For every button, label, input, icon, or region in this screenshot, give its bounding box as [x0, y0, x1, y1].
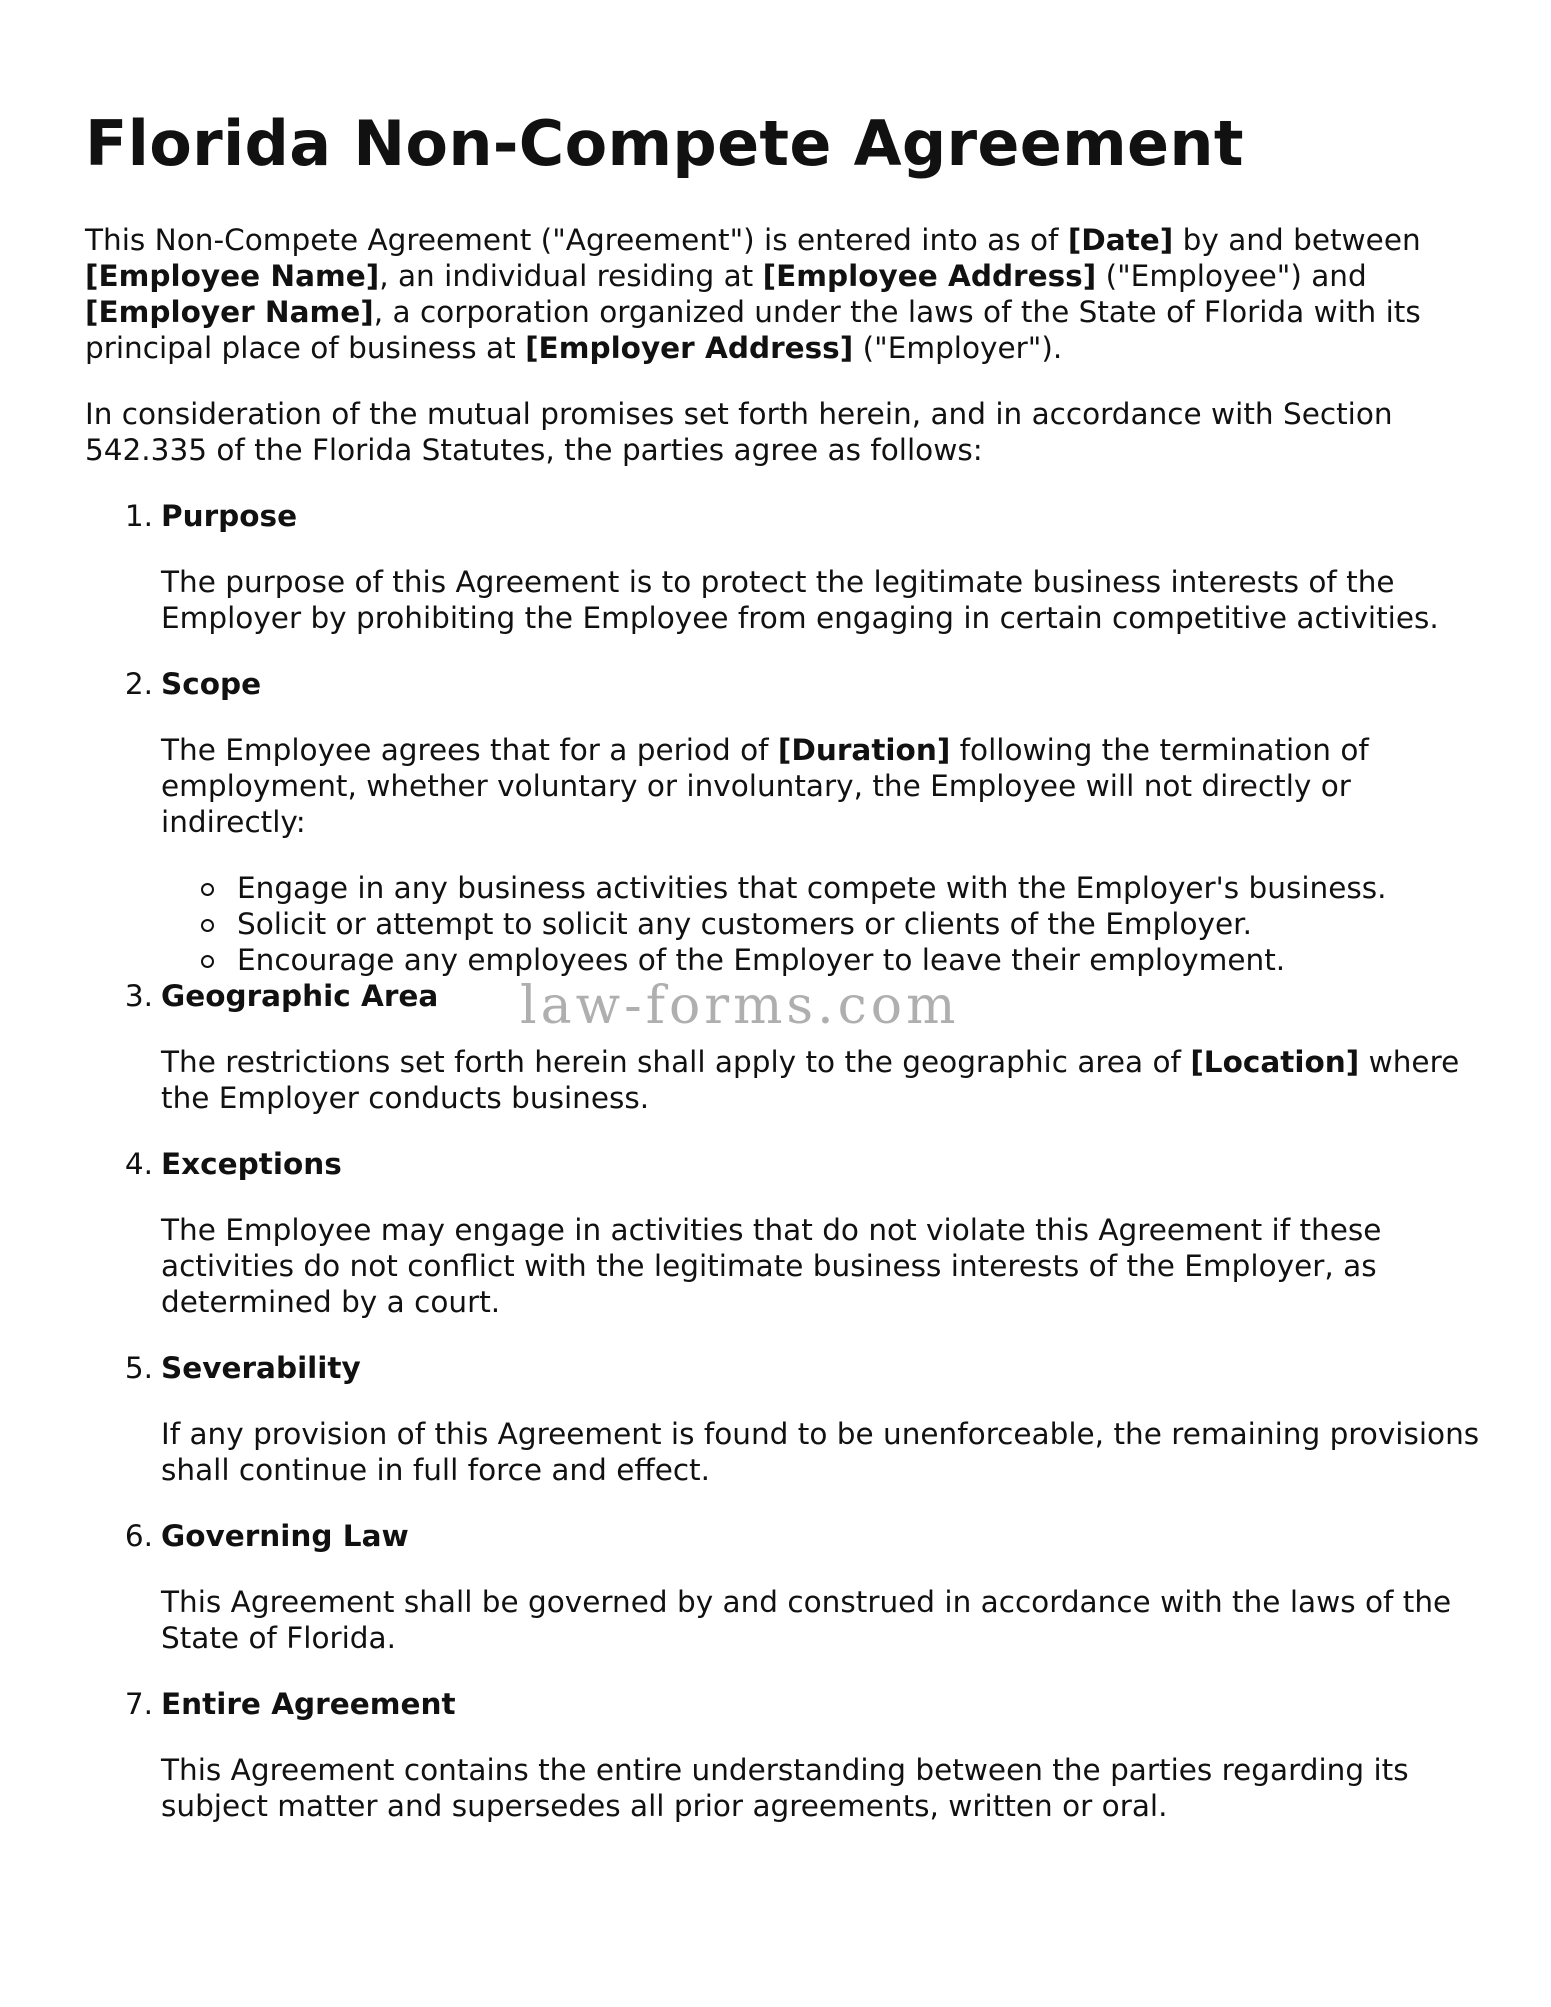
section-severability [85, 1350, 1485, 1488]
watermark: law-forms.com [520, 976, 960, 1036]
section-title: Scope [161, 667, 262, 701]
section-body: This Agreement contains the entire understanding between the parties regarding its subject matter and supersedes all prior agreements, written or oral. [161, 1753, 1409, 1823]
section-governing-law [85, 1518, 1485, 1656]
section-title: Geographic Area [161, 979, 439, 1013]
section-body: The Employee agrees that for a period of [Duration] following the termination of employment, whether voluntary or involuntary, the Employee will not directly or indirectly: [161, 733, 1369, 839]
circle-bullet-icon [201, 955, 214, 968]
section-body: The purpose of this Agreement is to protect the legitimate business interests of the Employer by prohibiting the Employee from engaging in certain competitive activities. [161, 565, 1439, 635]
section-number: 7. [124, 1687, 153, 1721]
section-body: The Employee may engage in activities that do not violate this Agreement if these activities do not conflict with the legitimate business interests of the Employer, as determined by a court. [161, 1213, 1382, 1319]
section-number: 6. [124, 1519, 153, 1553]
section-number: 2. [124, 667, 153, 701]
list-item: Solicit or attempt to solicit any customers or clients of the Employer. [161, 906, 1485, 942]
section-title: Severability [161, 1351, 361, 1385]
section-body: The restrictions set forth herein shall apply to the geographic area of [Location] where the Employer conducts business. [161, 1045, 1460, 1115]
section-purpose [85, 498, 1485, 636]
document-body [85, 222, 1485, 1854]
employee-address-placeholder: [Employee Address] [762, 259, 1097, 293]
section-number: 1. [124, 499, 153, 533]
date-placeholder: [Date] [1067, 223, 1174, 257]
section-number: 3. [124, 979, 153, 1013]
section-scope [85, 666, 1485, 978]
document-title: Florida Non-Compete Agreement [85, 107, 1244, 180]
intro-paragraph: This Non-Compete Agreement ("Agreement") is entered into as of [Date] by and between [Employee Name], an individual residing at [Employee Address] ("Employee") and [Employer Name], a corporation organized under the laws of the State of Florida with its principal place of business at [Employer Address] ("Employer"). [85, 223, 1421, 365]
section-body: If any provision of this Agreement is found to be unenforceable, the remaining provisions shall continue in full force and effect. [161, 1417, 1480, 1487]
section-number: 4. [124, 1147, 153, 1181]
scope-bullet-list [161, 870, 1485, 978]
duration-placeholder: [Duration] [777, 733, 951, 767]
section-entire-agreement [85, 1686, 1485, 1824]
list-item: Encourage any employees of the Employer to leave their employment. [161, 942, 1485, 978]
employer-name-placeholder: [Employer Name] [85, 295, 374, 329]
section-title: Purpose [161, 499, 298, 533]
circle-bullet-icon [201, 883, 214, 896]
section-title: Exceptions [161, 1147, 342, 1181]
section-geographic-area [85, 978, 1485, 1116]
section-title: Governing Law [161, 1519, 409, 1553]
section-title: Entire Agreement [161, 1687, 456, 1721]
list-item: Engage in any business activities that compete with the Employer's business. [161, 870, 1485, 906]
location-placeholder: [Location] [1190, 1045, 1360, 1079]
section-number: 5. [124, 1351, 153, 1385]
sections-list [85, 498, 1485, 1824]
circle-bullet-icon [201, 919, 214, 932]
employee-name-placeholder: [Employee Name] [85, 259, 380, 293]
consideration-paragraph: In consideration of the mutual promises set forth herein, and in accordance with Section 542.335 of the Florida Statutes, the parties agree as follows: [85, 397, 1393, 467]
section-exceptions [85, 1146, 1485, 1320]
section-body: This Agreement shall be governed by and construed in accordance with the laws of the State of Florida. [161, 1585, 1452, 1655]
employer-address-placeholder: [Employer Address] [525, 331, 854, 365]
